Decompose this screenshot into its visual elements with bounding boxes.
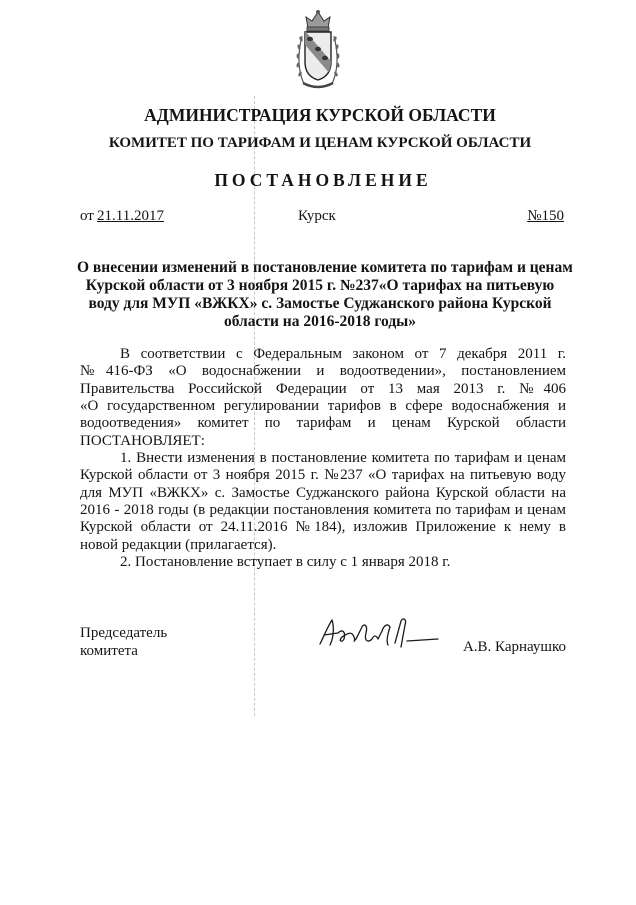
signatory-position [80,624,167,660]
body-line: №416-ФЗ «О водоснабжении и водоотведении», постановлением [80,363,566,380]
document-number: №150 [527,208,564,224]
document-date: 21.11.2017 [97,208,164,224]
date-prefix: от [80,208,94,224]
signatory-position-line: комитета [80,643,138,659]
title-line: области на 2016-2018 годы» [223,313,417,330]
body-line: «О государственном регулировании тарифов в сфере водоснабжения и [80,397,566,414]
committee-name: КОМИТЕТ ПО ТАРИФАМ И ЦЕНАМ КУРСКОЙ ОБЛАСТИ [108,135,532,151]
body-line: 2016 - 2018 годы (в редакции постановления комитета по тарифам и ценам [80,501,566,518]
organization-name: АДМИНИСТРАЦИЯ КУРСКОЙ ОБЛАСТИ [144,105,496,125]
signatory-position-line: Председатель [80,625,168,641]
preamble-paragraph [80,346,566,450]
body-line: Курской области от 3 ноября 2015 г. №237 «О тарифах на питьевую воду [80,467,566,484]
coat-of-arms-icon [294,8,342,92]
body-line: для МУП «ВЖКХ» с. Замостье Суджанского района Курской области на [80,484,566,501]
body-line: Правительства Российской Федерации от 13 мая 2013 г. №406 [80,380,566,397]
title-line: Курской области от 3 ноября 2015 г. №237«О тарифах на питьевую [85,277,555,294]
signatory-name: А.В. Карнаушко [462,639,566,655]
body-line: 1. Внести изменения в постановление комитета по тарифам и ценам [120,449,566,466]
handwritten-signature [316,612,441,654]
body-line: ПОСТАНОВЛЯЕТ: [80,432,205,449]
title-line: О внесении изменений в постановление комитета по тарифам и ценам [77,259,573,276]
clause-1-paragraph [80,450,566,554]
body-line: водоотведения» комитет по тарифам и ценам Курской области [80,415,566,432]
document-type: ПОСТАНОВЛЕНИЕ [214,170,432,190]
clause-2-paragraph [80,554,566,571]
document-place: Курск [298,208,336,224]
title-line: воду для МУП «ВЖКХ» с. Замостье Суджанского района Курской [88,295,552,312]
body-line: новой редакции (прилагается). [80,536,277,553]
body-line: 2. Постановление вступает в силу с 1 января 2018 г. [120,553,451,570]
document-meta-row [0,206,636,226]
body-line: В соответствии с Федеральным законом от 7 декабря 2011 г. [120,346,566,362]
document-body [80,346,566,571]
document-title [77,259,573,331]
body-line: Курской области от 24.11.2016 №184), изложив Приложение к нему в [80,519,566,536]
